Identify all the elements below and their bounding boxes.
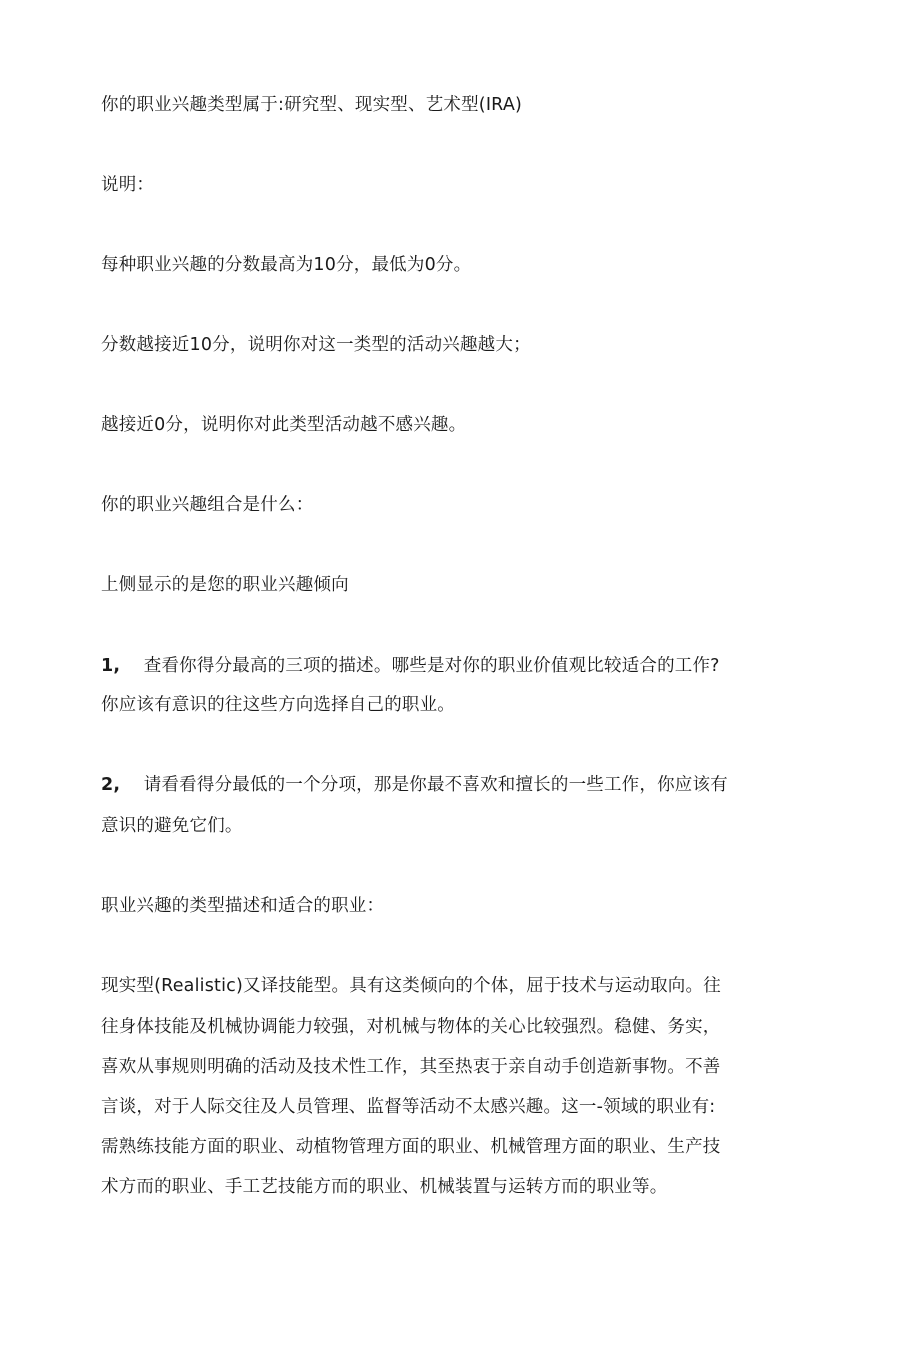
list-item-1: [101, 654, 720, 678]
high-score-text: 分数越接近10分，说明你对这一类型的活动兴趣越大；: [101, 335, 531, 355]
list-item-number: 2,: [101, 775, 121, 795]
types-heading: 职业兴趣的类型描述和适合的职业：: [101, 896, 385, 916]
realistic-para-line-6: 术方而的职业、手工艺技能方而的职业、机械装置与运转方而的职业等。: [101, 1177, 668, 1197]
result-line: 你的职业兴趣类型属于:研究型、现实型、艺术型(IRA): [101, 95, 523, 115]
list-item-2-continuation: 意识的避免它们。: [101, 816, 243, 836]
explanation-heading: 说明：: [101, 175, 155, 195]
list-item-text: 请看看得分最低的一个分项，那是你最不喜欢和擅长的一些工作，你应该有: [143, 775, 728, 795]
list-item-1-continuation: 你应该有意识的往这些方向选择自己的职业。: [101, 695, 455, 715]
realistic-para-line-1: 现实型(Realistic)又译技能型。具有这类倾向的个体，屈于技术与运动取向。往: [101, 976, 721, 996]
score-range-text: 每种职业兴趣的分数最高为10分，最低为0分。: [101, 255, 472, 275]
low-score-text: 越接近0分，说明你对此类型活动越不感兴趣。: [101, 415, 467, 435]
realistic-para-line-5: 需熟练技能方面的职业、动植物管理方面的职业、机械管理方面的职业、生产技: [101, 1137, 721, 1157]
realistic-para-line-2: 往身体技能及机械协调能力较强，对机械与物体的关心比较强烈。稳健、务实，: [101, 1017, 721, 1037]
list-item-number: 1,: [101, 656, 121, 676]
combination-intro: 上侧显示的是您的职业兴趣倾向: [101, 575, 349, 595]
list-item-2: [101, 773, 728, 797]
combination-heading: 你的职业兴趣组合是什么：: [101, 495, 314, 515]
realistic-para-line-3: 喜欢从事规则明确的活动及技术性工作，其至热衷于亲自动手创造新事物。不善: [101, 1057, 721, 1077]
realistic-para-line-4: 言谈，对于人际交往及人员管理、监督等活动不太感兴趣。这一-领域的职业有:: [101, 1097, 716, 1117]
list-item-text: 查看你得分最高的三项的描述。哪些是对你的职业价值观比较适合的工作?: [143, 656, 720, 676]
